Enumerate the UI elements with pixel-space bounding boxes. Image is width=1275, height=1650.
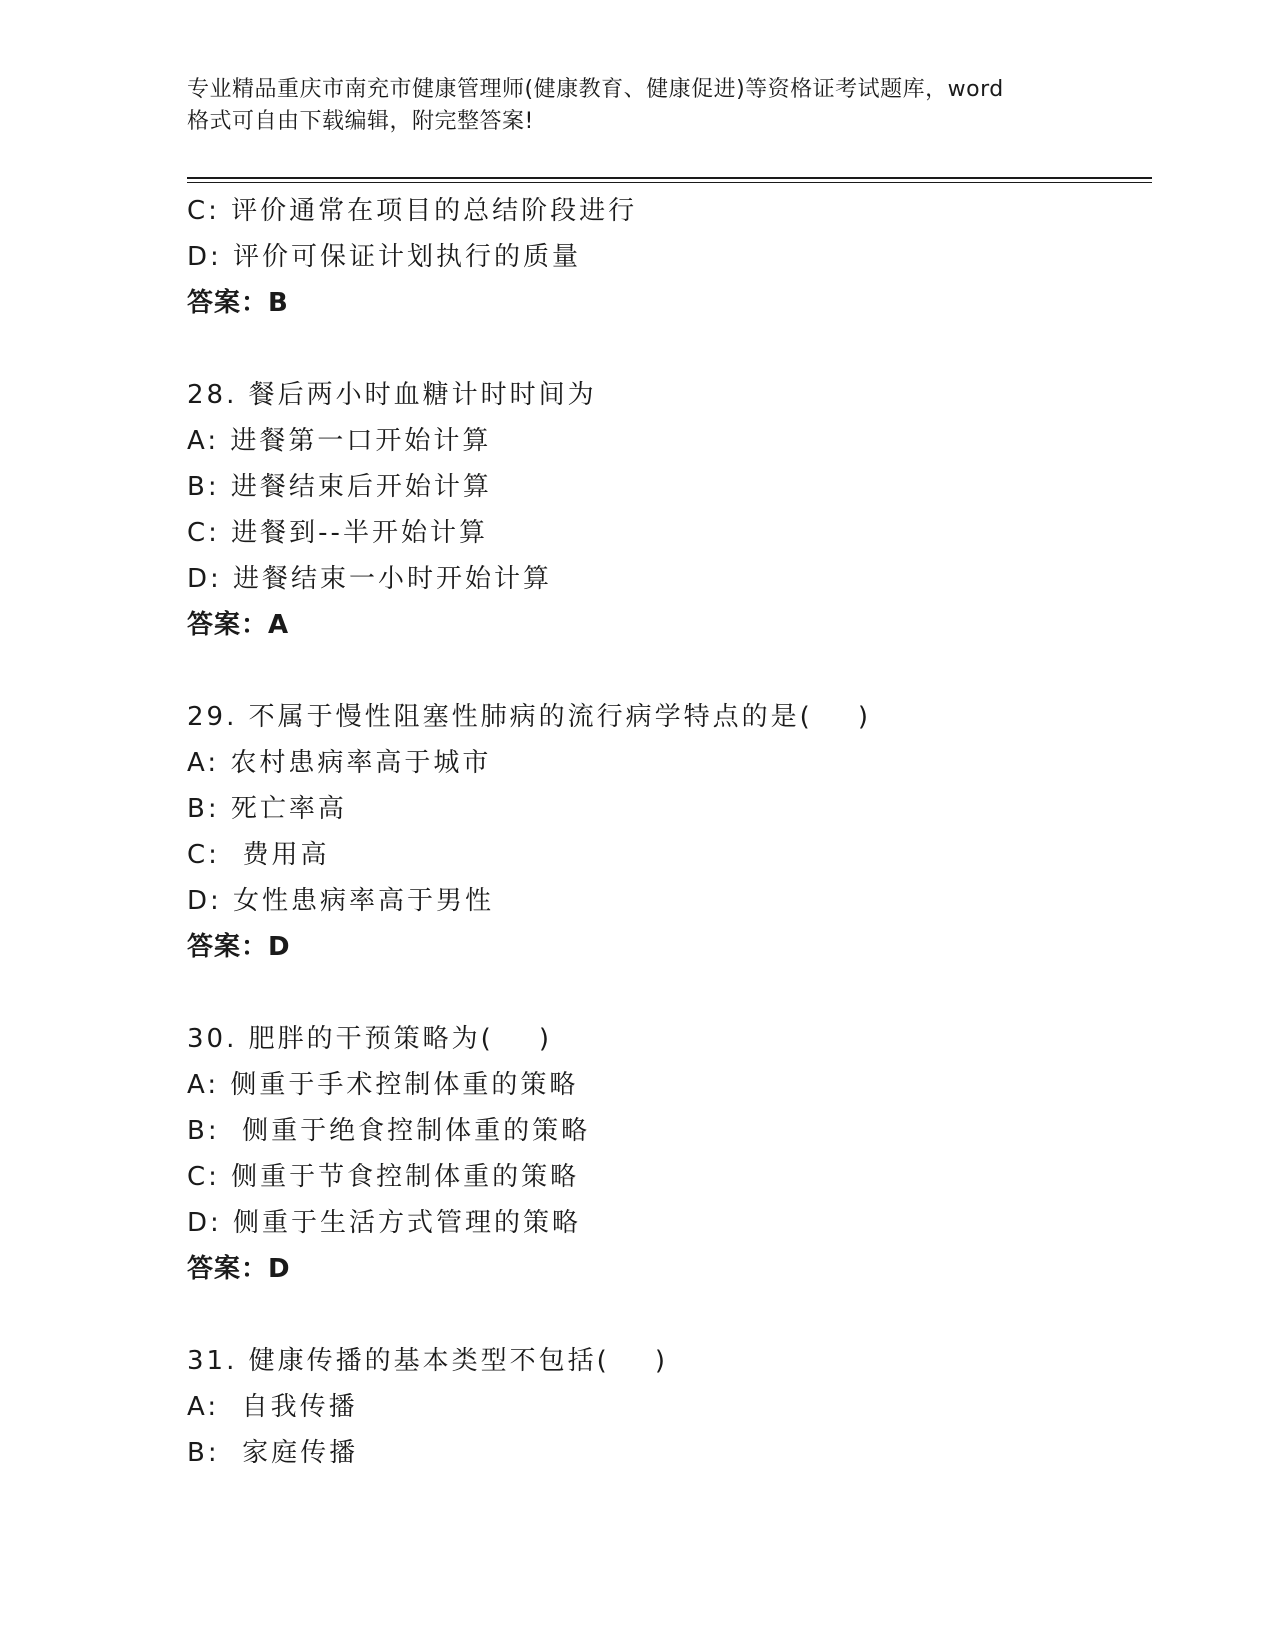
spacer	[187, 970, 1152, 1016]
option-d: D: 侧重于生活方式管理的策略	[187, 1208, 582, 1238]
option-c: C: 评价通常在项目的总结阶段进行	[187, 196, 638, 226]
option-d: D: 评价可保证计划执行的质量	[187, 242, 582, 272]
option-b: B: 死亡率高	[187, 794, 347, 824]
option-c: C: 费用高	[187, 840, 330, 870]
header-line-1: 专业精品重庆市南充市健康管理师(健康教育、健康促进)等资格证考试题库，word	[187, 77, 1004, 102]
answer-line: 答案：D	[187, 1254, 291, 1284]
answer-line: 答案：D	[187, 932, 291, 962]
option-c: C: 进餐到--半开始计算	[187, 518, 488, 548]
option-d: D: 进餐结束一小时开始计算	[187, 564, 553, 594]
question-content	[187, 188, 1152, 1476]
question-stem: 28. 餐后两小时血糖计时时间为	[187, 380, 597, 410]
question-stem: 29. 不属于慢性阻塞性肺病的流行病学特点的是( )	[187, 702, 871, 732]
option-a: A: 进餐第一口开始计算	[187, 426, 492, 456]
header-divider-thin	[187, 182, 1152, 183]
header-line-2: 格式可自由下载编辑，附完整答案!	[187, 109, 534, 134]
spacer	[187, 1292, 1152, 1338]
document-header	[187, 74, 1087, 138]
question-stem: 31. 健康传播的基本类型不包括( )	[187, 1346, 668, 1376]
question-stem: 30. 肥胖的干预策略为( )	[187, 1024, 552, 1054]
question-block-29	[187, 694, 1152, 970]
answer-line: 答案：A	[187, 610, 290, 640]
option-b: B: 侧重于绝食控制体重的策略	[187, 1116, 591, 1146]
spacer	[187, 648, 1152, 694]
option-a: A: 自我传播	[187, 1392, 358, 1422]
answer-line: 答案：B	[187, 288, 289, 318]
option-a: A: 农村患病率高于城市	[187, 748, 492, 778]
option-a: A: 侧重于手术控制体重的策略	[187, 1070, 579, 1100]
question-block-30	[187, 1016, 1152, 1292]
option-b: B: 进餐结束后开始计算	[187, 472, 492, 502]
option-d: D: 女性患病率高于男性	[187, 886, 495, 916]
question-block-27	[187, 188, 1152, 326]
option-b: B: 家庭传播	[187, 1438, 359, 1468]
spacer	[187, 326, 1152, 372]
header-divider-thick	[187, 177, 1152, 179]
option-c: C: 侧重于节食控制体重的策略	[187, 1162, 580, 1192]
question-block-31	[187, 1338, 1152, 1476]
question-block-28	[187, 372, 1152, 648]
